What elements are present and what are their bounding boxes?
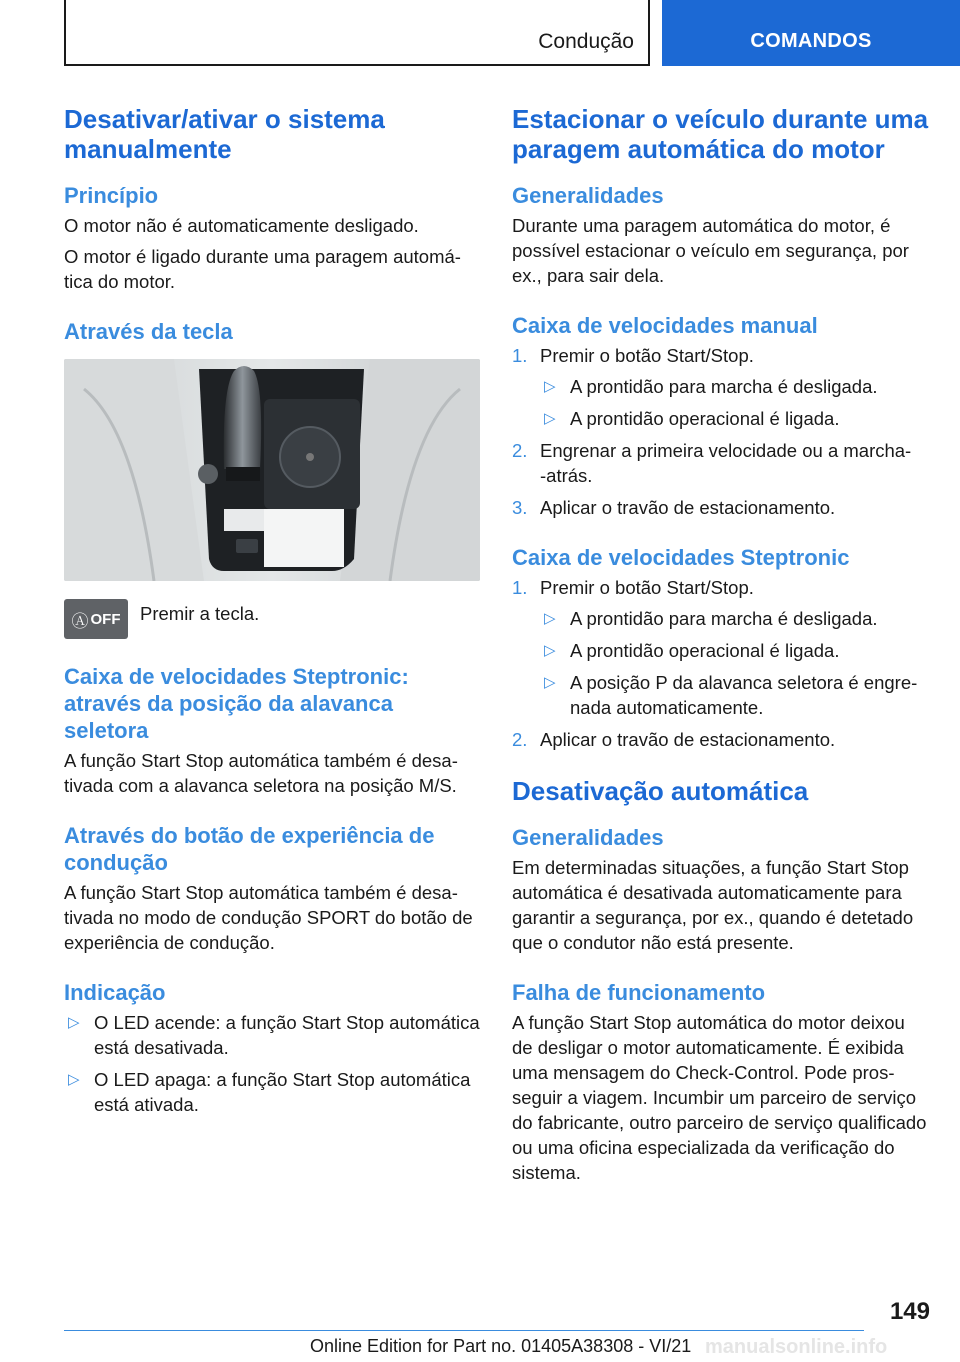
- indication-list: [64, 1010, 482, 1117]
- list-item: ▷ O LED acende: a função Start Stop automática está desativada.: [68, 1012, 480, 1058]
- general-text-2: Em determinadas situações, a função Start Stop automática é desativada automaticamente para garantir a segurança, por ex., quando é detetado que o condutor não está presente.: [512, 857, 914, 953]
- list-item: ▷ A prontidão operacional é ligada.: [544, 640, 840, 661]
- list-item: ▷ A prontidão para marcha é desligada.: [544, 608, 878, 629]
- section-tab: [64, 0, 650, 66]
- edition-text: Online Edition for Part no. 01405A38308 - VI/21: [310, 1336, 692, 1356]
- heading-button: Através da tecla: [64, 319, 233, 344]
- chapter-title: COMANDOS: [750, 30, 872, 52]
- triangle-bullet-icon: ▷: [544, 410, 556, 427]
- page-number: 149: [889, 1298, 930, 1325]
- heading-auto-deactivation: Desativação automática: [512, 776, 809, 806]
- heading-steptronic-lever: Caixa de velocidades Steptronic: através da posição da alavanca seletora: [64, 664, 409, 743]
- heading-manual-gearbox: Caixa de velocidades manual: [512, 313, 818, 338]
- heading-drive-experience: Através do botão de experiência de condução: [64, 823, 435, 875]
- steptronic-lever-text: A função Start Stop automática também é desativada com a alavanca seletora na posição M/S.: [64, 750, 458, 796]
- principle-text-1: O motor não é automaticamente desligado.: [64, 215, 419, 236]
- triangle-bullet-icon: ▷: [68, 1071, 80, 1088]
- steptronic-steps: [512, 575, 930, 752]
- malfunction-text: A função Start Stop automática do motor deixou de desligar o motor automaticamente. É exibida uma mensagem do Check-Control. Pode prosseguir a viagem. Incumbir um parceiro de serviço do fabricante, outro parceiro de serviço qualificado ou uma oficina especializada da verificação do sistema.: [512, 1012, 927, 1183]
- list-item: ▷ O LED apaga: a função Start Stop automática está ativada.: [68, 1069, 471, 1115]
- step-item: 3. Aplicar o travão de estacionamento.: [512, 497, 836, 518]
- watermark: manualsonline.info: [705, 1336, 888, 1358]
- heading-malfunction: Falha de funcionamento: [512, 980, 766, 1005]
- heading-principle: Princípio: [64, 183, 159, 208]
- step-item: 2. Aplicar o travão de estacionamento.: [512, 729, 836, 750]
- triangle-bullet-icon: ▷: [544, 378, 556, 395]
- heading-general-2: Generalidades: [512, 825, 664, 850]
- center-console-photo: [64, 359, 480, 581]
- heading-indication: Indicação: [64, 980, 166, 1005]
- triangle-bullet-icon: ▷: [544, 642, 556, 659]
- triangle-bullet-icon: ▷: [544, 674, 556, 691]
- section-title: Condução: [538, 30, 634, 53]
- left-column: [64, 100, 482, 1124]
- principle-text-2: O motor é ligado durante uma paragem automática do motor.: [64, 246, 461, 292]
- center-console-image: [64, 359, 480, 581]
- step-item: 2. Engrenar a primeira velocidade ou a marcha-‑atrás.: [512, 440, 912, 486]
- heading-manual: Desativar/ativar o sistema manualmente: [64, 104, 385, 164]
- list-item: ▷ A posição P da alavanca seletora é engrenada automaticamente.: [544, 672, 918, 718]
- right-column: [512, 100, 930, 1191]
- drive-experience-text: A função Start Stop automática também é desativada no modo de condução SPORT do botão de experiência de condução.: [64, 882, 473, 953]
- step-item: 1. Premir o botão Start/Stop. ▷ A prontidão para marcha é desligada. ▷ A prontidão operacional é ligada.: [512, 343, 930, 431]
- general-text: Durante uma paragem automática do motor, é possível estacionar o veículo em segurança, por ex., para sair dela.: [512, 215, 909, 286]
- page-header: [0, 0, 960, 66]
- list-item: ▷ A prontidão operacional é ligada.: [544, 408, 840, 429]
- list-item: ▷ A prontidão para marcha é desligada.: [544, 376, 878, 397]
- chapter-tab: [662, 0, 960, 66]
- triangle-bullet-icon: ▷: [68, 1014, 80, 1031]
- auto-start-stop-off-button-icon: Ⓐ OFF: [64, 599, 128, 639]
- step-item: 1. Premir o botão Start/Stop. ▷ A prontidão para marcha é desligada. ▷ A prontidão operacional é ligada. ▷ A posição P da alavanca seletora é engrenada automaticamente.: [512, 575, 930, 720]
- footer-divider: [64, 1330, 864, 1331]
- manual-gearbox-steps: [512, 343, 930, 520]
- triangle-bullet-icon: ▷: [544, 610, 556, 627]
- heading-steptronic: Caixa de velocidades Steptronic: [512, 545, 850, 570]
- heading-parking: Estacionar o veículo durante uma paragem automática do motor: [512, 104, 929, 164]
- button-caption: Premir a tecla.: [140, 603, 260, 624]
- heading-general: Generalidades: [512, 183, 664, 208]
- button-instruction: [64, 599, 482, 639]
